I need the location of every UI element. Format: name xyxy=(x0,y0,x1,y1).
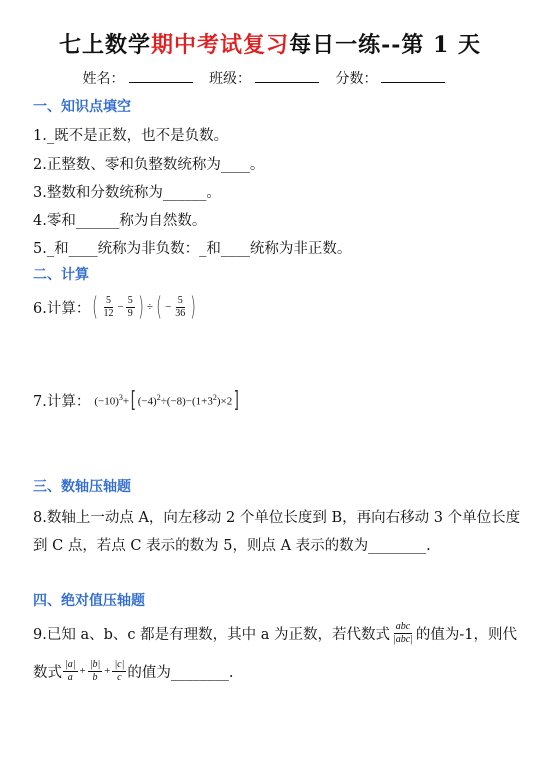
section-heading-3: 三、数轴压轴题 xyxy=(33,479,131,495)
score-blank xyxy=(381,70,445,83)
fraction-a: $\frac{|a|}{a}$ xyxy=(65,658,76,683)
right-paren: ) xyxy=(138,292,144,322)
fraction-c: $\frac{|c|}{c}$ xyxy=(114,658,125,683)
question-2: 2.正整数、零和负整数统称为____。 xyxy=(33,157,265,173)
right-bracket: ] xyxy=(233,387,240,413)
student-info-row xyxy=(0,68,540,88)
name-blank xyxy=(129,70,193,83)
section-heading-1: 一、知识点填空 xyxy=(33,99,131,115)
title-part3: 每日一练--第 1 天 xyxy=(289,32,481,58)
left-paren-2: ( xyxy=(156,292,162,322)
question-5: 5._和____统称为非负数：_和____统称为非正数。 xyxy=(33,241,352,257)
class-blank xyxy=(255,70,319,83)
question-7: 7.计算： $(-10)^3+$ [ $(-4)^2\div(-8)-(1+3^2)\times 2$ ] xyxy=(33,387,240,413)
left-paren: ( xyxy=(92,292,99,322)
fraction-b: $\frac{|b|}{b}$ xyxy=(89,658,101,683)
section-heading-4: 四、绝对值压轴题 xyxy=(33,593,145,609)
page-title xyxy=(0,28,540,59)
fraction-5-12: $\frac{5}{12}$ xyxy=(103,294,114,319)
section-heading-2: 二、计算 xyxy=(33,267,89,283)
score-label: 分数： xyxy=(335,71,378,87)
name-label: 姓名： xyxy=(82,71,125,87)
fraction-5-9: $\frac{5}{9}$ xyxy=(127,294,133,319)
question-6-label: 6.计算： xyxy=(33,300,91,317)
fraction-abc: $\frac{\text{abc}}{\text{|abc|}}$ xyxy=(392,620,413,645)
question-4: 4.零和______称为自然数。 xyxy=(33,213,207,229)
question-3: 3.整数和分数统称为______。 xyxy=(33,185,221,201)
question-9-line-2: 数式 $\frac{|a|}{a}$ + $\frac{|b|}{b}$ + $\frac{|c|}{c}$ 的值为________. xyxy=(33,658,234,683)
class-label: 班级： xyxy=(209,71,251,87)
right-paren-2: ) xyxy=(190,292,197,322)
question-8-line-1: 8.数轴上一动点 A，向左移动 2 个单位长度到 B，再向右移动 3 个单位长度 xyxy=(33,510,521,526)
question-6: 6.计算： ( $\frac{5}{12}$ − $\frac{5}{9}$ ) ÷ ( − $\frac{5}{36}$ ) xyxy=(33,292,197,322)
title-highlight: 期中考试复习 xyxy=(151,32,290,58)
title-part1: 七上数学 xyxy=(59,32,152,58)
left-bracket: [ xyxy=(130,387,136,413)
question-7-label: 7.计算： xyxy=(33,393,91,410)
question-9-line-1: 9.已知 a、b、c 都是有理数，其中 a 为正数，若代数式 $\frac{\text{abc}}{\text{|abc|}}$ 的值为-1，则代 xyxy=(33,620,518,645)
question-1: 1._既不是正数，也不是负数。 xyxy=(33,128,229,144)
question-8-line-2: 到 C 点，若点 C 表示的数为 5，则点 A 表示的数为________. xyxy=(33,538,431,554)
fraction-5-36: $\frac{5}{36}$ xyxy=(175,294,186,319)
